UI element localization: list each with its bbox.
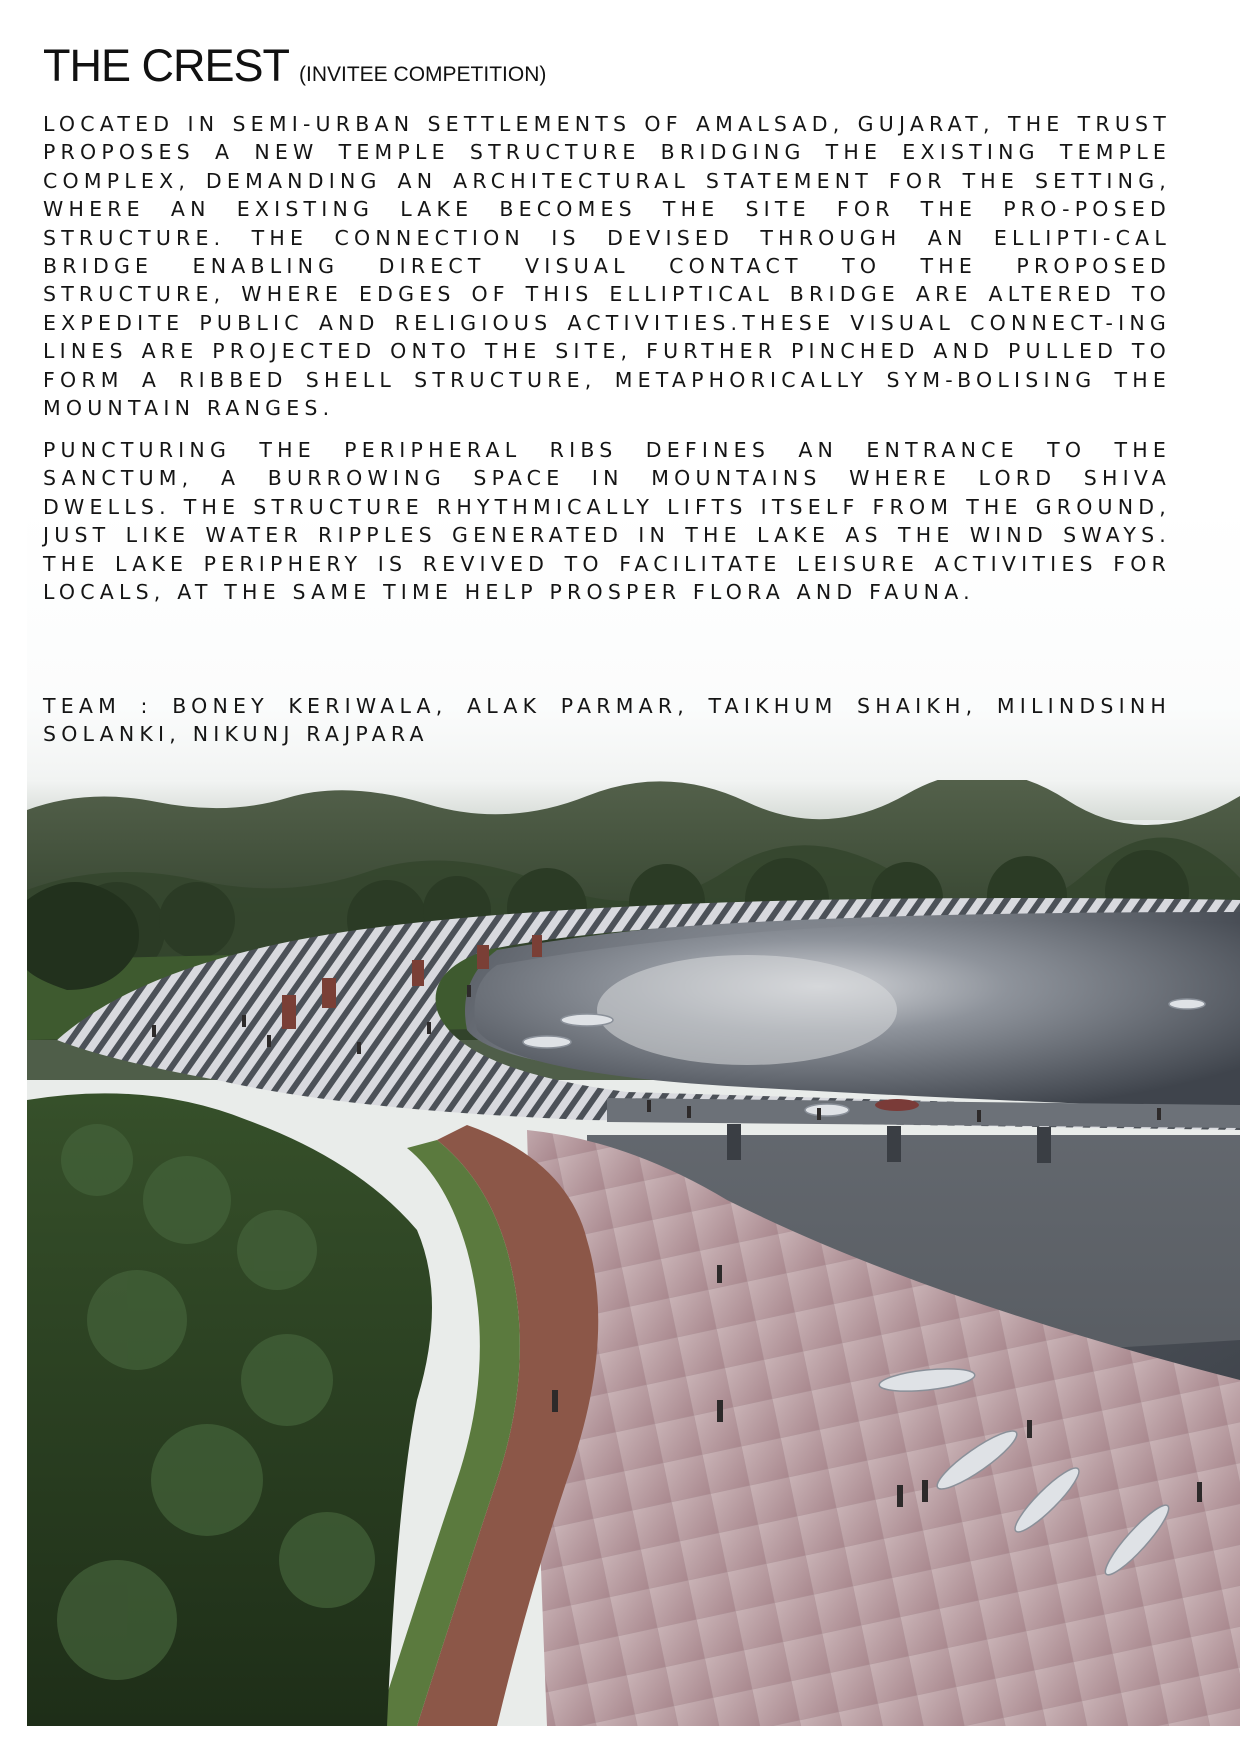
architectural-render	[27, 780, 1240, 1726]
red-boat	[875, 1099, 919, 1111]
title-row	[43, 40, 546, 92]
description-paragraph-1: LOCATED IN SEMI-URBAN SETTLEMENTS OF AMALSAD, GUJARAT, THE TRUST PROPOSES A NEW TEMPLE STRUCTURE BRIDGING THE EXISTING TEMPLE COMPLEX, DEMANDING AN ARCHITECTURAL STATEMENT FOR THE SETTING, WHERE AN EXISTING LAKE BECOMES THE SITE FOR THE PRO-POSED STRUCTURE. THE CONNECTION IS DEVISED THROUGH AN ELLIPTI-CAL BRIDGE ENABLING DIRECT VISUAL CONTACT TO THE PROPOSED STRUCTURE, WHERE EDGES OF THIS ELLIPTICAL BRIDGE ARE ALTERED TO EXPEDITE PUBLIC AND RELIGIOUS ACTIVITIES.THESE VISUAL CONNECT-ING LINES ARE PROJECTED ONTO THE SITE, FURTHER PINCHED AND PULLED TO FORM A RIBBED SHELL STRUCTURE, METAPHORICALLY SYM-BOLISING THE MOUNTAIN RANGES.	[43, 112, 1171, 421]
render-image	[27, 780, 1240, 1726]
lake-reflection	[597, 955, 897, 1065]
page-title: THE CREST	[43, 40, 290, 91]
description-paragraph-2: PUNCTURING THE PERIPHERAL RIBS DEFINES AN ENTRANCE TO THE SANCTUM, A BURROWING SPACE IN MOUNTAINS WHERE LORD SHIVA DWELLS. THE STRUCTURE RHYTHMICALLY LIFTS ITSELF FROM THE GROUND, JUST LIKE WATER RIPPLES GENERATED IN THE LAKE AS THE WIND SWAYS. THE LAKE PERIPHERY IS REVIVED TO FACILITATE LEISURE ACTIVITIES FOR LOCALS, AT THE SAME TIME HELP PROSPER FLORA AND FAUNA.	[43, 438, 1171, 605]
team-credits: TEAM : BONEY KERIWALA, ALAK PARMAR, TAIKHUM SHAIKH, MILINDSINH SOLANKI, NIKUNJ RAJPARA	[43, 694, 1171, 747]
page-subtitle: (INVITEE COMPETITION)	[299, 63, 547, 86]
